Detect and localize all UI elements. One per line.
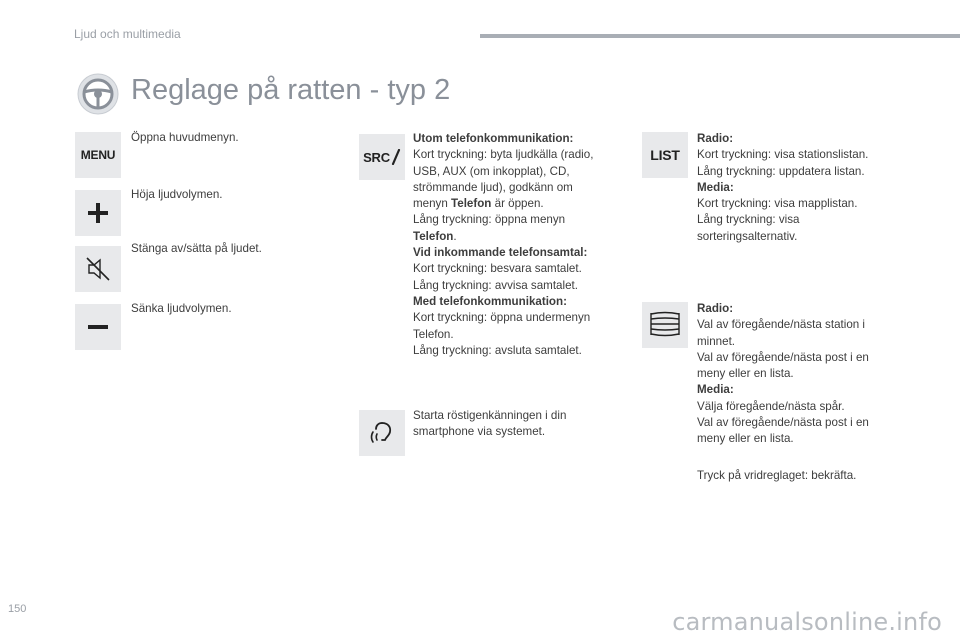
minus-icon <box>75 304 121 350</box>
src-line: Lång tryckning: avvisa samtalet. <box>413 278 578 292</box>
list-line: Kort tryckning: visa stationslistan. <box>697 148 869 162</box>
scroll-line: minnet. <box>697 334 736 348</box>
src-heading-3: Med telefonkommunikation: <box>413 294 567 308</box>
src-description <box>413 131 593 359</box>
list-line: Lång tryckning: uppdatera listan. <box>697 164 865 178</box>
src-line: strömmande ljud), godkänn om <box>413 180 573 194</box>
mute-description: Stänga av/sätta på ljudet. <box>131 242 262 255</box>
scroll-line: Välja föregående/nästa spår. <box>697 399 845 413</box>
list-label: LIST <box>650 147 680 163</box>
page-number: 150 <box>8 603 27 615</box>
src-line: Lång tryckning: öppna menyn <box>413 213 566 227</box>
scroll-heading-radio: Radio: <box>697 302 734 315</box>
plus-icon <box>75 190 121 236</box>
mute-icon <box>75 246 121 292</box>
section-header: Ljud och multimedia <box>74 27 181 41</box>
page-title: Reglage på ratten - typ 2 <box>131 74 451 106</box>
scroll-description <box>697 301 869 448</box>
src-heading-1: Utom telefonkommunikation: <box>413 132 574 145</box>
minus-description: Sänka ljudvolymen. <box>131 302 232 315</box>
src-heading-2: Vid inkommande telefonsamtal: <box>413 246 588 260</box>
list-line: Kort tryckning: visa mapplistan. <box>697 197 858 211</box>
src-line: Telefon. <box>413 327 454 341</box>
list-description <box>697 131 868 245</box>
voice-icon <box>359 410 405 456</box>
voice-description <box>413 408 566 441</box>
list-line: sorteringsalternativ. <box>697 229 798 243</box>
scroll-line: meny eller en lista. <box>697 367 794 381</box>
list-heading-radio: Radio: <box>697 132 734 145</box>
scroll-wheel-icon <box>642 302 688 348</box>
scroll-line: meny eller en lista. <box>697 432 794 446</box>
src-label: SRC <box>363 149 390 165</box>
menu-button-icon <box>75 132 121 178</box>
watermark: carmanualsonline.info <box>672 608 942 636</box>
list-line: Lång tryckning: visa <box>697 213 800 227</box>
src-line: Lång tryckning: avsluta samtalet. <box>413 343 582 357</box>
src-line-telefon-2: Telefon. <box>413 229 457 243</box>
scroll-line: Val av föregående/nästa station i <box>697 318 866 332</box>
scroll-heading-media: Media: <box>697 383 734 397</box>
press-description: Tryck på vridreglaget: bekräfta. <box>697 469 857 482</box>
header-bar <box>480 34 960 38</box>
scroll-line: Val av föregående/nästa post i en <box>697 350 869 364</box>
voice-line: Starta röstigenkänningen i din <box>413 409 567 422</box>
src-line: Kort tryckning: öppna undermenyn <box>413 311 591 325</box>
src-line: USB, AUX (om inkopplat), CD, <box>413 164 570 178</box>
voice-line: smartphone via systemet. <box>413 425 546 439</box>
src-line: Kort tryckning: byta ljudkälla (radio, <box>413 148 594 162</box>
plus-description: Höja ljudvolymen. <box>131 188 223 201</box>
menu-label: MENU <box>80 148 116 162</box>
phone-slash-icon <box>391 149 401 165</box>
list-button-icon <box>642 132 688 178</box>
menu-description: Öppna huvudmenyn. <box>131 131 239 144</box>
list-heading-media: Media: <box>697 180 734 194</box>
src-line: Kort tryckning: besvara samtalet. <box>413 262 582 276</box>
steering-wheel-icon <box>76 72 120 116</box>
src-button-icon <box>359 134 405 180</box>
scroll-line: Val av föregående/nästa post i en <box>697 416 869 430</box>
src-line-telefon: menyn Telefon är öppen. <box>413 197 544 211</box>
